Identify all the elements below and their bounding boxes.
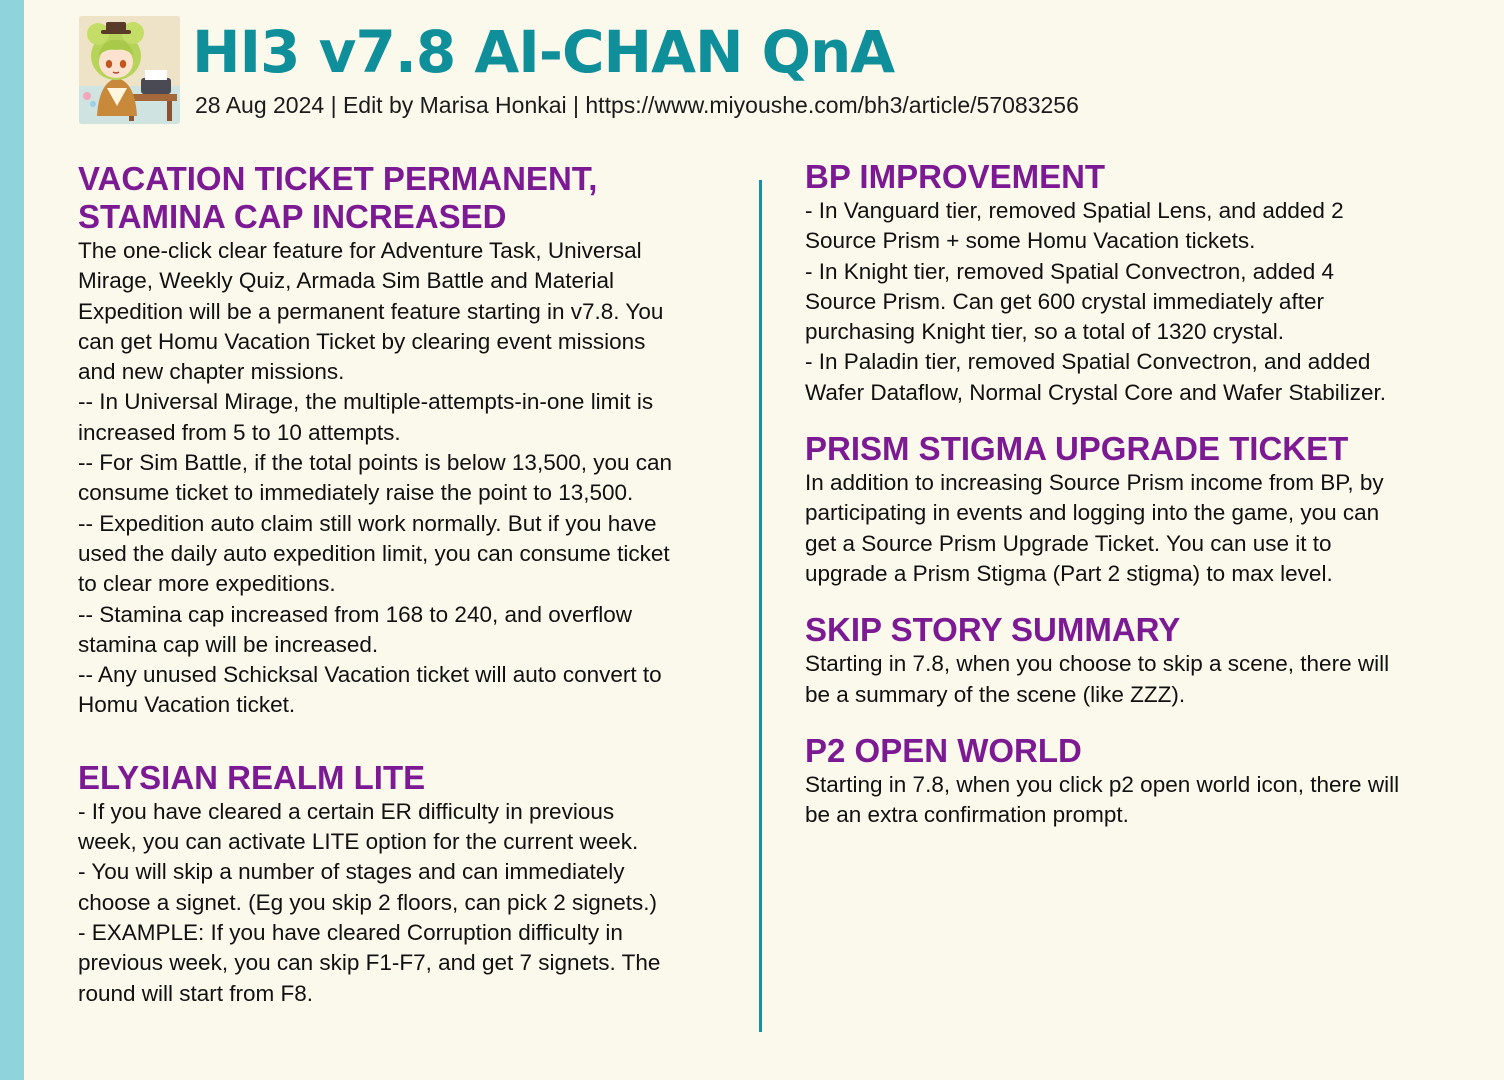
section-gap: [805, 408, 1460, 430]
body-line: -- Stamina cap increased from 168 to 240, and overflow: [78, 601, 633, 627]
section-body: [805, 196, 1460, 408]
body-line: -- Expedition auto claim still work normally. But if you have: [78, 510, 657, 536]
ai-chan-avatar-icon: [79, 16, 180, 124]
section-prism-stigma-upgrade-ticket: [805, 430, 1460, 589]
section-heading: [805, 158, 1460, 196]
body-line: - In Paladin tier, removed Spatial Convectron, and added: [805, 349, 1371, 375]
body-line: to clear more expeditions.: [78, 571, 336, 597]
section-body: [805, 770, 1460, 831]
heading-line: SKIP STORY SUMMARY: [805, 611, 1181, 649]
heading-line: STAMINA CAP INCREASED: [78, 198, 507, 235]
body-line: choose a signet. (Eg you skip 2 floors, can pick 2 signets.): [78, 889, 658, 915]
section-heading: [78, 160, 728, 236]
body-line: The one-click clear feature for Adventure Task, Universal: [78, 238, 642, 263]
body-line: stamina cap will be increased.: [78, 631, 379, 657]
right-column: [805, 158, 1460, 830]
body-line: Source Prism. Can get 600 crystal immediately after: [805, 288, 1324, 314]
body-line: Starting in 7.8, when you click p2 open world icon, there will: [805, 771, 1400, 797]
body-line: Starting in 7.8, when you choose to skip a scene, there will: [805, 651, 1390, 677]
section-heading: [805, 611, 1460, 649]
body-line: Expedition will be a permanent feature starting in v7.8. You: [78, 298, 664, 324]
body-line: In addition to increasing Source Prism income from BP, by: [805, 470, 1384, 496]
left-column: [78, 160, 728, 1009]
page-subtitle: 28 Aug 2024 | Edit by Marisa Honkai | https://www.miyoushe.com/bh3/article/57083256: [195, 92, 1079, 118]
section-heading: [805, 732, 1460, 770]
section-gap: [805, 710, 1460, 732]
body-line: - In Knight tier, removed Spatial Convectron, added 4: [805, 258, 1335, 284]
heading-line: ELYSIAN REALM LITE: [78, 758, 426, 796]
body-line: increased from 5 to 10 attempts.: [78, 419, 401, 445]
body-line: previous week, you can skip F1-F7, and get 7 signets. The: [78, 950, 661, 976]
section-p2-open-world: [805, 732, 1460, 831]
body-line: -- For Sim Battle, if the total points is below 13,500, you can: [78, 450, 673, 476]
body-line: get a Source Prism Upgrade Ticket. You can use it to: [805, 530, 1332, 556]
body-line: consume ticket to immediately raise the point to 13,500.: [78, 480, 634, 506]
heading-line: PRISM STIGMA UPGRADE TICKET: [805, 430, 1349, 468]
body-line: be a summary of the scene (like ZZZ).: [805, 681, 1186, 707]
body-line: and new chapter missions.: [78, 359, 345, 385]
body-line: can get Homu Vacation Ticket by clearing event missions: [78, 328, 646, 354]
section-elysian-realm-lite: [78, 759, 728, 1009]
body-line: week, you can activate LITE option for the current week.: [78, 829, 639, 855]
body-line: upgrade a Prism Stigma (Part 2 stigma) to max level.: [805, 560, 1333, 586]
section-gap: [78, 721, 728, 759]
heading-line: VACATION TICKET PERMANENT,: [78, 160, 598, 197]
section-heading: [78, 759, 728, 797]
section-body: [805, 649, 1460, 710]
page-title: HI3 v7.8 AI-CHAN QnA: [192, 18, 895, 86]
body-line: round will start from F8.: [78, 980, 314, 1006]
body-line: - If you have cleared a certain ER difficulty in previous: [78, 798, 615, 824]
body-line: Mirage, Weekly Quiz, Armada Sim Battle and Material: [78, 268, 615, 294]
column-divider: [759, 180, 762, 1032]
body-line: purchasing Knight tier, so a total of 1320 crystal.: [805, 319, 1285, 345]
body-line: - In Vanguard tier, removed Spatial Lens, and added 2: [805, 198, 1344, 223]
body-line: - EXAMPLE: If you have cleared Corruption difficulty in: [78, 919, 623, 945]
left-accent-stripe: [0, 0, 24, 1080]
body-line: Wafer Dataflow, Normal Crystal Core and Wafer Stabilizer.: [805, 379, 1387, 405]
section-body: [78, 797, 728, 1009]
body-line: Homu Vacation ticket.: [78, 692, 296, 718]
section-bp-improvement: [805, 158, 1460, 408]
heading-line: P2 OPEN WORLD: [805, 731, 1082, 769]
section-body: [805, 468, 1460, 589]
section-gap: [805, 589, 1460, 611]
body-line: - You will skip a number of stages and can immediately: [78, 859, 625, 885]
body-line: be an extra confirmation prompt.: [805, 802, 1129, 828]
body-line: participating in events and logging into the game, you can: [805, 500, 1380, 526]
body-line: Source Prism + some Homu Vacation tickets.: [805, 228, 1256, 254]
body-line: used the daily auto expedition limit, you can consume ticket: [78, 540, 670, 566]
section-body: [78, 236, 728, 721]
body-line: -- Any unused Schicksal Vacation ticket will auto convert to: [78, 662, 662, 688]
heading-line: BP IMPROVEMENT: [805, 158, 1106, 195]
section-heading: [805, 430, 1460, 468]
section-skip-story-summary: [805, 611, 1460, 710]
section-vacation-ticket: [78, 160, 728, 721]
body-line: -- In Universal Mirage, the multiple-attempts-in-one limit is: [78, 389, 654, 415]
